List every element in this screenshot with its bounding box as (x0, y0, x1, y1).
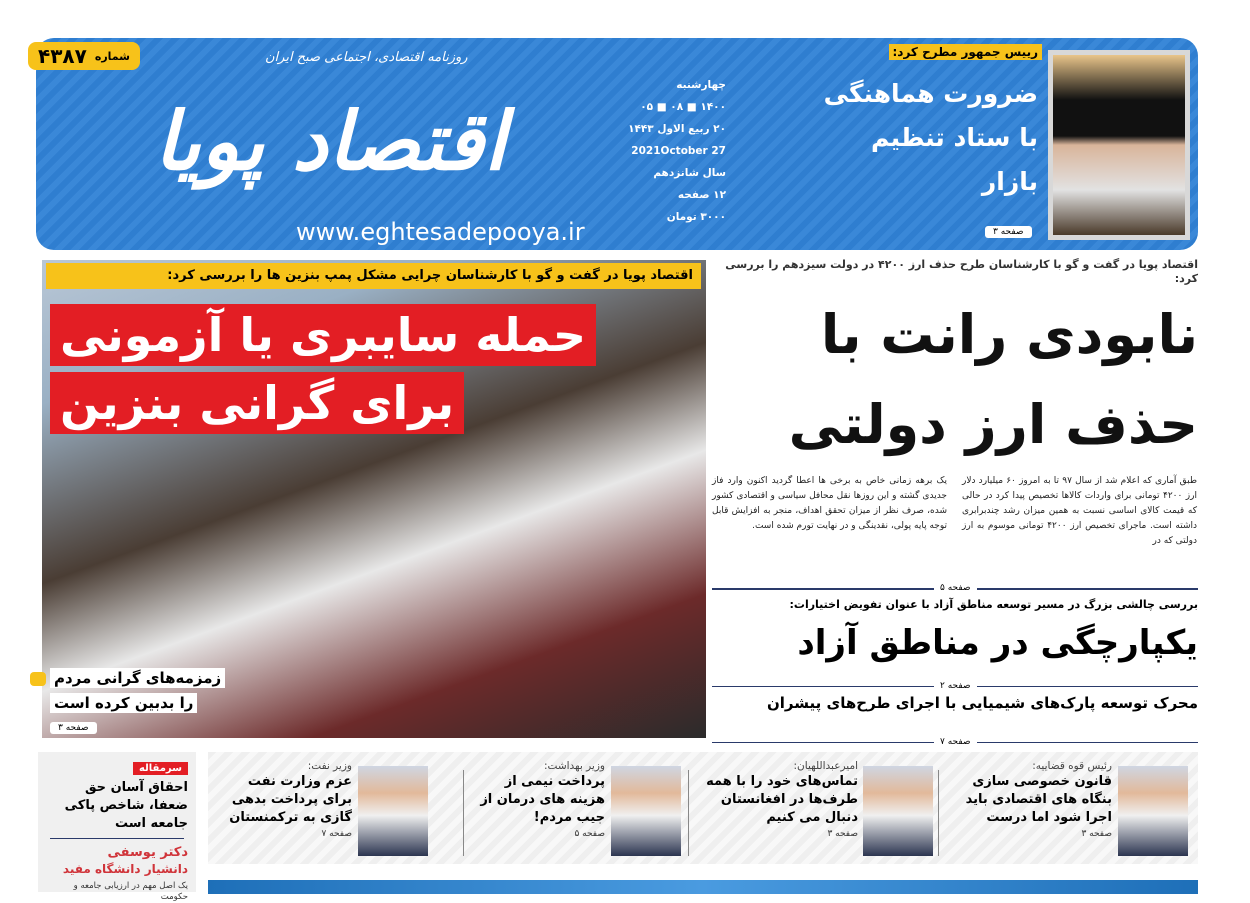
issue-number: ۴۳۸۷ (38, 44, 87, 68)
brief-item[interactable] (948, 760, 1112, 860)
editorial-text: یک اصل مهم در ارزیابی جامعه و حکومت (73, 881, 188, 902)
top-story-kicker: رییس جمهور مطرح کرد: (889, 44, 1043, 60)
divider (50, 838, 184, 839)
bullet-icon (30, 672, 46, 686)
brief-label: امیرعبداللهیان: (793, 760, 858, 772)
issue-badge (28, 42, 140, 70)
advertisement-banner[interactable] (208, 880, 1198, 894)
page-ref: صفحه ۲ (934, 681, 977, 692)
author-title: دانشیار دانشگاه مفید (62, 862, 188, 876)
volume-year: سال شانزدهم (653, 167, 726, 179)
page-ref: صفحه ۷ (934, 737, 977, 748)
headline-line: ضرورت هماهنگی (823, 79, 1038, 108)
page-ref: صفحه ۳ (1081, 829, 1112, 839)
divider (463, 770, 464, 856)
tagline: روزنامه اقتصادی، اجتماعی صبح ایران (265, 50, 468, 65)
photo-caption: زمزمه‌های گرانی مردم (50, 668, 225, 688)
lead-column-right: طبق آماری که اعلام شد از سال ۹۷ تا به امروز ۶۰ میلیارد دلار ارز ۴۲۰۰ تومانی برای واردات کالاها تخصیص پیدا کرد در حالی که قیمت کالای اساسی نسبت به همین میزان رشد چندبرابری داشته است. ماجرای تخصیص ارز ۴۲۰۰ تومانی موسوم به ارز دولتی که در (962, 476, 1197, 546)
date-solar: ۱۴۰۰ ■ ۰۸ ■ ۰۵ (640, 101, 726, 113)
brief-item[interactable] (698, 760, 858, 860)
photo-headline-line2[interactable]: برای گرانی بنزین (50, 372, 464, 434)
second-headline[interactable]: یکپارچگی در مناطق آزاد (797, 623, 1198, 663)
brief-item[interactable] (473, 760, 605, 860)
headline-line: حذف ارز دولتی (788, 393, 1198, 456)
weekday: چهارشنبه (676, 79, 726, 91)
editorial-headline: احقاق آسان حق ضعفا، شاخص پاکی جامعه است (64, 780, 188, 831)
page-ref: صفحه ۷ (321, 829, 352, 839)
portrait-photo (863, 766, 933, 856)
brief-headline: پرداخت نیمی از هزینه های درمان از جیب مردم! (480, 774, 605, 825)
briefs-strip (208, 752, 1198, 864)
date-gregorian: 2021October 27 (631, 145, 726, 157)
page-ref: صفحه ۳ (827, 829, 858, 839)
divider (688, 770, 689, 856)
editorial-author: دکتر یوسفی (107, 845, 188, 860)
issue-label: شماره (94, 49, 130, 63)
lead-headline[interactable] (708, 290, 1198, 470)
headline-line: با ستاد تنظیم (871, 123, 1038, 152)
date-block (626, 74, 726, 228)
second-kicker: بررسی چالشی بزرگ در مسیر توسعه مناطق آزاد با عنوان تفویض اختیارات: (789, 598, 1198, 611)
page-ref: صفحه ۳ (50, 722, 97, 734)
newspaper-logo: اقتصاد پویا (153, 94, 507, 188)
second-subhead[interactable]: محرک توسعه پارک‌های شیمیایی با اجرای طرح‌های پیشران (766, 694, 1198, 712)
brief-headline: عزم وزارت نفت برای پرداخت بدهی گازی به ترکمنستان (229, 774, 352, 825)
date-lunar: ۲۰ ربیع الاول ۱۴۴۳ (628, 123, 726, 135)
photo-caption: را بدبین کرده است (50, 693, 197, 713)
president-photo (1048, 50, 1190, 240)
brief-label: وزیر نفت: (307, 760, 352, 772)
portrait-photo (1118, 766, 1188, 856)
page-ref: صفحه ۳ (985, 226, 1032, 238)
divider (938, 770, 939, 856)
website-url[interactable]: www.eghtesadepooya.ir (296, 218, 585, 246)
lead-kicker: اقتصاد پویا در گفت و گو با کارشناسان طرح حذف ارز ۴۲۰۰ در دولت سیزدهم را بررسی کرد: (725, 258, 1198, 285)
editorial-tag: سرمقاله (133, 762, 188, 775)
page-ref: صفحه ۵ (934, 583, 977, 594)
page-ref: صفحه ۵ (574, 829, 605, 839)
brief-label: وزیر بهداشت: (543, 760, 605, 772)
price: ۳۰۰۰ تومان (666, 211, 726, 223)
lead-column-left: یک برهه زمانی خاص به برخی ها اعطا گردید اکنون وارد فاز جدیدی گشته و این روزها نقل محافل سیاسی و اقتصادی کشور شده، صرف نظر از میزان تحقق اهداف، منجر به افزایش قابل توجه پایه پولی، نقدینگی و در نهایت تورم شده است. (712, 476, 947, 531)
brief-headline: قانون خصوصی سازی بنگاه های اقتصادی باید اجرا شود اما درست (965, 774, 1112, 825)
editorial-box[interactable] (38, 752, 196, 902)
page-count: ۱۲ صفحه (677, 189, 726, 201)
portrait-photo (358, 766, 428, 856)
headline-line: بازار (981, 167, 1038, 196)
photo-headline-line1[interactable]: حمله سایبری یا آزمونی (50, 304, 596, 366)
portrait-photo (611, 766, 681, 856)
headline-line: نابودی رانت با (820, 303, 1198, 366)
brief-label: رئیس قوه قضاییه: (1032, 760, 1112, 772)
photo-story-kicker: اقتصاد پویا در گفت و گو با کارشناسان چرایی مشکل پمپ بنزین ها را بررسی کرد: (46, 263, 701, 289)
brief-headline: تماس‌های خود را با همه طرف‌ها در افغانستان دنبال می کنیم (706, 774, 858, 825)
brief-item[interactable] (218, 760, 352, 860)
top-story-headline[interactable] (800, 72, 1038, 204)
